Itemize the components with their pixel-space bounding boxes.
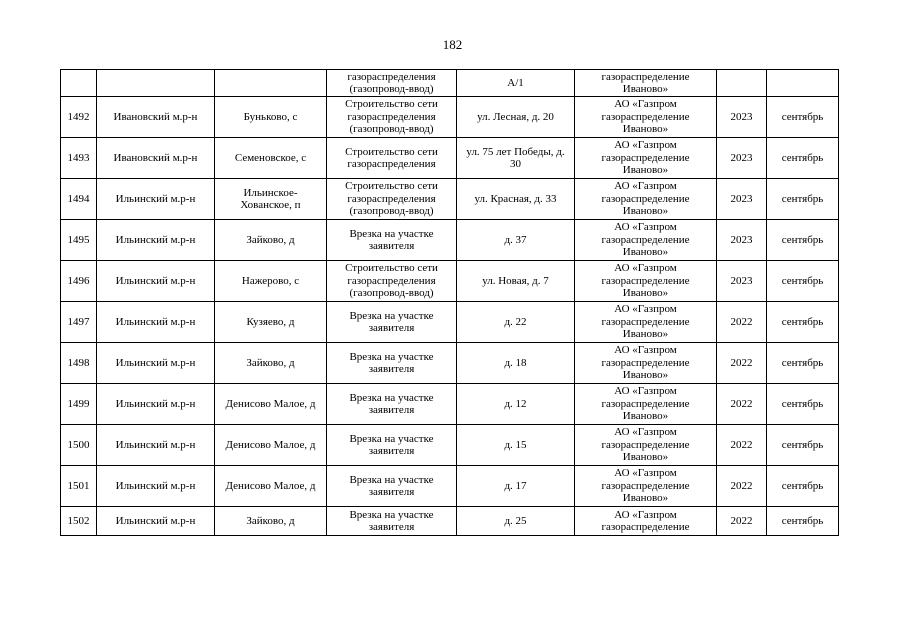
- cell-year: 2022: [717, 343, 767, 384]
- table-row: [61, 425, 839, 466]
- cell-number: 1493: [61, 138, 97, 179]
- table-row: [61, 220, 839, 261]
- table-row: [61, 138, 839, 179]
- cell-district: Ильинский м.р-н: [97, 179, 215, 220]
- cell-district: Ильинский м.р-н: [97, 302, 215, 343]
- cell-work-type: Врезка на участке заявителя: [327, 384, 457, 425]
- cell-organization: АО «Газпром газораспределение Иваново»: [575, 220, 717, 261]
- cell-year: 2022: [717, 384, 767, 425]
- cell-work-type: Врезка на участке заявителя: [327, 507, 457, 536]
- cell-district: Ивановский м.р-н: [97, 138, 215, 179]
- cell-address: ул. Красная, д. 33: [457, 179, 575, 220]
- cell-address: ул. 75 лет Победы, д. 30: [457, 138, 575, 179]
- cell-year: 2023: [717, 220, 767, 261]
- cell-address: А/1: [457, 70, 575, 97]
- cell-number: 1497: [61, 302, 97, 343]
- cell-organization: АО «Газпром газораспределение: [575, 507, 717, 536]
- cell-number: 1500: [61, 425, 97, 466]
- cell-locality: Денисово Малое, д: [215, 466, 327, 507]
- table-row: [61, 179, 839, 220]
- cell-address: ул. Новая, д. 7: [457, 261, 575, 302]
- cell-address: д. 17: [457, 466, 575, 507]
- cell-organization: АО «Газпром газораспределение Иваново»: [575, 97, 717, 138]
- cell-work-type: Врезка на участке заявителя: [327, 302, 457, 343]
- cell-number: 1501: [61, 466, 97, 507]
- cell-year: [717, 70, 767, 97]
- cell-organization: АО «Газпром газораспределение Иваново»: [575, 343, 717, 384]
- cell-month: [767, 70, 839, 97]
- cell-district: Ильинский м.р-н: [97, 425, 215, 466]
- page-number: 182: [442, 37, 463, 52]
- cell-month: сентябрь: [767, 138, 839, 179]
- cell-number: 1498: [61, 343, 97, 384]
- cell-work-type: Врезка на участке заявителя: [327, 220, 457, 261]
- cell-number: [61, 70, 97, 97]
- cell-address: д. 37: [457, 220, 575, 261]
- cell-locality: Денисово Малое, д: [215, 384, 327, 425]
- table-row-continued: [61, 70, 839, 97]
- cell-organization: АО «Газпром газораспределение Иваново»: [575, 425, 717, 466]
- gas-connection-table: [60, 69, 839, 536]
- table-row: [61, 507, 839, 536]
- cell-work-type: Строительство сети газораспределения: [327, 138, 457, 179]
- cell-locality: Зайково, д: [215, 507, 327, 536]
- cell-organization: АО «Газпром газораспределение Иваново»: [575, 261, 717, 302]
- cell-address: д. 15: [457, 425, 575, 466]
- cell-organization: АО «Газпром газораспределение Иваново»: [575, 138, 717, 179]
- cell-locality: Кузяево, д: [215, 302, 327, 343]
- cell-district: Ильинский м.р-н: [97, 466, 215, 507]
- cell-month: сентябрь: [767, 302, 839, 343]
- cell-address: д. 25: [457, 507, 575, 536]
- cell-month: сентябрь: [767, 179, 839, 220]
- cell-number: 1496: [61, 261, 97, 302]
- cell-number: 1492: [61, 97, 97, 138]
- cell-number: 1502: [61, 507, 97, 536]
- cell-locality: Буньково, с: [215, 97, 327, 138]
- cell-month: сентябрь: [767, 220, 839, 261]
- cell-year: 2022: [717, 302, 767, 343]
- cell-locality: Нажерово, с: [215, 261, 327, 302]
- cell-district: Ильинский м.р-н: [97, 220, 215, 261]
- cell-month: сентябрь: [767, 261, 839, 302]
- cell-address: д. 12: [457, 384, 575, 425]
- cell-locality: Семеновское, с: [215, 138, 327, 179]
- cell-work-type: Строительство сети газораспределения (газопровод-ввод): [327, 97, 457, 138]
- cell-locality: Ильинское- Хованское, п: [215, 179, 327, 220]
- cell-month: сентябрь: [767, 507, 839, 536]
- cell-locality: Зайково, д: [215, 220, 327, 261]
- cell-district: Ивановский м.р-н: [97, 97, 215, 138]
- cell-district: Ильинский м.р-н: [97, 507, 215, 536]
- table-row: [61, 302, 839, 343]
- cell-locality: [215, 70, 327, 97]
- cell-number: 1495: [61, 220, 97, 261]
- cell-organization: АО «Газпром газораспределение Иваново»: [575, 179, 717, 220]
- cell-locality: Зайково, д: [215, 343, 327, 384]
- cell-organization: АО «Газпром газораспределение Иваново»: [575, 466, 717, 507]
- cell-year: 2023: [717, 97, 767, 138]
- table-row: [61, 261, 839, 302]
- cell-organization: АО «Газпром газораспределение Иваново»: [575, 302, 717, 343]
- cell-work-type: газораспределения (газопровод-ввод): [327, 70, 457, 97]
- table-row: [61, 384, 839, 425]
- cell-month: сентябрь: [767, 384, 839, 425]
- table-row: [61, 343, 839, 384]
- cell-number: 1494: [61, 179, 97, 220]
- cell-address: ул. Лесная, д. 20: [457, 97, 575, 138]
- cell-year: 2022: [717, 466, 767, 507]
- cell-month: сентябрь: [767, 466, 839, 507]
- cell-year: 2022: [717, 425, 767, 466]
- cell-district: [97, 70, 215, 97]
- cell-year: 2023: [717, 261, 767, 302]
- cell-number: 1499: [61, 384, 97, 425]
- table-row: [61, 466, 839, 507]
- cell-year: 2022: [717, 507, 767, 536]
- cell-organization: газораспределение Иваново»: [575, 70, 717, 97]
- cell-work-type: Врезка на участке заявителя: [327, 343, 457, 384]
- cell-year: 2023: [717, 138, 767, 179]
- cell-district: Ильинский м.р-н: [97, 343, 215, 384]
- cell-month: сентябрь: [767, 343, 839, 384]
- cell-address: д. 18: [457, 343, 575, 384]
- cell-district: Ильинский м.р-н: [97, 261, 215, 302]
- cell-locality: Денисово Малое, д: [215, 425, 327, 466]
- cell-organization: АО «Газпром газораспределение Иваново»: [575, 384, 717, 425]
- cell-month: сентябрь: [767, 425, 839, 466]
- table-row: [61, 97, 839, 138]
- cell-district: Ильинский м.р-н: [97, 384, 215, 425]
- cell-month: сентябрь: [767, 97, 839, 138]
- cell-work-type: Врезка на участке заявителя: [327, 425, 457, 466]
- cell-work-type: Врезка на участке заявителя: [327, 466, 457, 507]
- cell-work-type: Строительство сети газораспределения (газопровод-ввод): [327, 179, 457, 220]
- cell-work-type: Строительство сети газораспределения (газопровод-ввод): [327, 261, 457, 302]
- cell-year: 2023: [717, 179, 767, 220]
- cell-address: д. 22: [457, 302, 575, 343]
